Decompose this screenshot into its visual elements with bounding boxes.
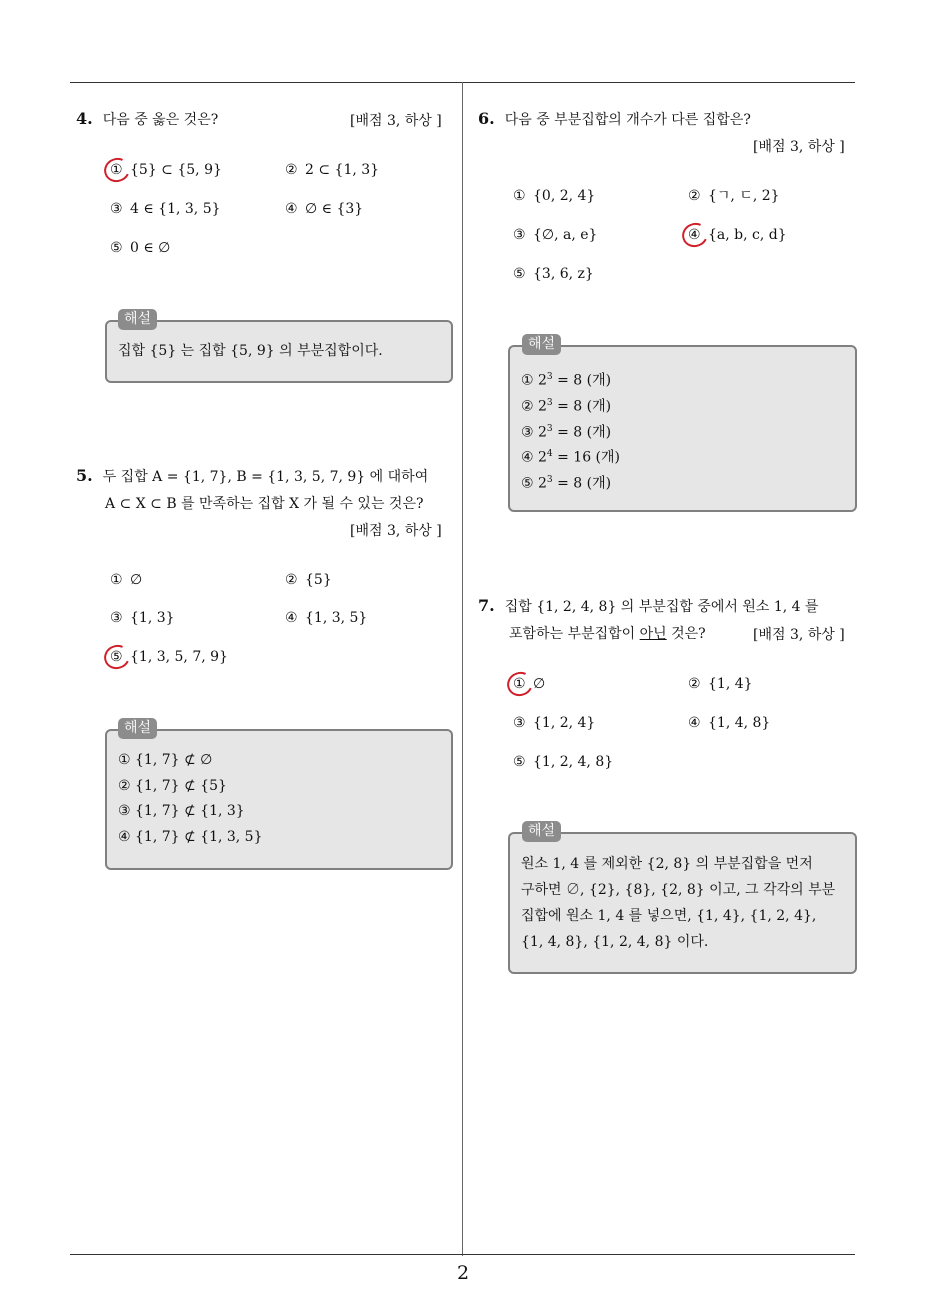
solution-exponent: 3 (546, 372, 553, 382)
solution-line: {1, 4, 8}, {1, 2, 4, 8} 이다. (521, 934, 709, 950)
question-6-stem (478, 105, 751, 134)
choice-marker: ② (285, 572, 298, 588)
solution-line (521, 419, 611, 443)
question-number: 5. (76, 466, 93, 485)
question-text: 다음 중 부분집합의 개수가 다른 집합은? (504, 112, 751, 128)
choice-2[interactable] (688, 186, 780, 206)
choice-marker: ④ (285, 610, 298, 626)
choice-text: ∅ (533, 676, 546, 692)
choice-marker: ④ (688, 715, 701, 731)
choice-marker: ⑤ (513, 754, 526, 770)
solution-base: ⑤ 2 (521, 475, 547, 492)
solution-line (521, 444, 620, 468)
solution-exponent: 3 (546, 475, 553, 485)
choice-text: {1, 3} (130, 610, 175, 626)
choice-text: {1, 2, 4, 8} (533, 754, 614, 770)
choice-marker: ③ (513, 715, 526, 731)
choice-marker: ④ (688, 227, 701, 243)
question-6 (478, 105, 751, 134)
choice-text: 2 ⊂ {1, 3} (305, 162, 380, 178)
question-number: 4. (76, 109, 93, 128)
solution-result: = 8 (개) (552, 372, 612, 389)
choice-marker: ② (285, 162, 298, 178)
choice-marker: ② (688, 188, 701, 204)
choice-1[interactable] (110, 160, 222, 180)
question-6-score: [배점 3, 하상 ] (753, 139, 845, 155)
solution-tag: 해설 (522, 334, 561, 355)
choice-marker: ③ (513, 227, 526, 243)
question-5 (76, 462, 428, 518)
question-4 (76, 105, 218, 134)
solution-line: ③ {1, 7} ⊄ {1, 3} (118, 803, 245, 819)
choice-marker: ① (513, 676, 526, 692)
solution-line: ② {1, 7} ⊄ {5} (118, 778, 227, 794)
page-number: 2 (456, 1262, 470, 1284)
choice-2[interactable] (285, 160, 379, 180)
choice-text: {1, 4, 8} (708, 715, 771, 731)
question-5-stem-cont: A ⊂ X ⊂ B 를 만족하는 집합 X 가 될 수 있는 것은? (105, 496, 424, 512)
choice-1[interactable] (110, 570, 142, 590)
solution-line: 집합에 원소 1, 4 를 넣으면, {1, 4}, {1, 2, 4}, (521, 908, 817, 924)
solution-line: ① {1, 7} ⊄ ∅ (118, 752, 213, 768)
question-4-stem (76, 105, 218, 134)
question-number: 6. (478, 109, 495, 128)
solution-exponent: 3 (546, 424, 553, 434)
choice-text: {1, 3, 5} (305, 610, 368, 626)
solution-exponent: 4 (546, 449, 553, 459)
solution-tag: 해설 (118, 309, 157, 330)
solution-line (521, 393, 611, 417)
choice-marker: ④ (285, 201, 298, 217)
choice-text: {1, 4} (708, 676, 753, 692)
choice-text: ∅ ∈ {3} (305, 201, 364, 217)
choice-3[interactable] (513, 225, 597, 245)
solution-line (521, 470, 611, 494)
choice-text: {∅, a, e} (533, 227, 598, 243)
choice-marker: ① (110, 572, 123, 588)
question-4-score: [배점 3, 하상 ] (350, 113, 442, 129)
choice-5[interactable] (110, 647, 228, 667)
emphasis-text: 아닌 (639, 626, 667, 642)
question-number: 7. (478, 596, 495, 615)
choice-3[interactable] (513, 713, 595, 733)
choice-text: {5} (305, 572, 332, 588)
choice-4[interactable] (688, 713, 770, 733)
solution-base: ② 2 (521, 398, 547, 415)
choice-4[interactable] (285, 199, 363, 219)
solution-result: = 8 (개) (552, 398, 612, 415)
choice-text: {1, 2, 4} (533, 715, 596, 731)
choice-marker: ③ (110, 201, 123, 217)
column-divider (462, 82, 463, 1256)
question-text: 것은? (666, 626, 706, 642)
choice-text: 0 ∈ ∅ (130, 240, 171, 256)
question-7-score: [배점 3, 하상 ] (753, 627, 845, 643)
choice-marker: ⑤ (513, 266, 526, 282)
question-7-stem (478, 592, 819, 621)
choice-text: {1, 3, 5, 7, 9} (130, 649, 228, 665)
bottom-rule (70, 1254, 855, 1255)
choice-text: {0, 2, 4} (533, 188, 596, 204)
choice-2[interactable] (688, 674, 753, 694)
question-text: 집합 {1, 2, 4, 8} 의 부분집합 중에서 원소 1, 4 를 (504, 599, 819, 615)
choice-marker: ⑤ (110, 240, 123, 256)
solution-line: 원소 1, 4 를 제외한 {2, 8} 의 부분집합을 먼저 (521, 856, 813, 872)
question-text: 포함하는 부분집합이 (509, 626, 640, 642)
solution-base: ③ 2 (521, 424, 547, 441)
choice-2[interactable] (285, 570, 332, 590)
question-5-stem (76, 462, 428, 491)
choice-marker: ① (513, 188, 526, 204)
question-text: 다음 중 옳은 것은? (102, 112, 219, 128)
choice-3[interactable] (110, 608, 175, 628)
solution-result: = 8 (개) (552, 424, 612, 441)
question-text: 두 집합 A = {1, 7}, B = {1, 3, 5, 7, 9} 에 대하여 (102, 469, 429, 485)
choice-marker: ⑤ (110, 649, 123, 665)
solution-line: ④ {1, 7} ⊄ {1, 3, 5} (118, 829, 263, 845)
solution-line: 집합 {5} 는 집합 {5, 9} 의 부분집합이다. (118, 343, 383, 359)
solution-result: = 16 (개) (552, 449, 620, 466)
question-5-score: [배점 3, 하상 ] (350, 523, 442, 539)
solution-base: ① 2 (521, 372, 547, 389)
solution-line (521, 367, 611, 391)
solution-base: ④ 2 (521, 449, 547, 466)
choice-text: 4 ∈ {1, 3, 5} (130, 201, 221, 217)
solution-line: 구하면 ∅, {2}, {8}, {2, 8} 이고, 그 각각의 부분 (521, 882, 836, 898)
choice-4[interactable] (285, 608, 367, 628)
choice-text: {3, 6, z} (533, 266, 594, 282)
choice-1[interactable] (513, 186, 595, 206)
choice-5[interactable] (513, 264, 594, 284)
choice-text: ∅ (130, 572, 143, 588)
choice-5[interactable] (110, 238, 170, 258)
choice-text: {ㄱ, ㄷ, 2} (708, 188, 780, 204)
choice-3[interactable] (110, 199, 221, 219)
choice-text: {5} ⊂ {5, 9} (130, 162, 222, 178)
choice-5[interactable] (513, 752, 613, 772)
choice-marker: ① (110, 162, 123, 178)
choice-marker: ② (688, 676, 701, 692)
choice-marker: ③ (110, 610, 123, 626)
solution-tag: 해설 (118, 718, 157, 739)
choice-4[interactable] (688, 225, 787, 245)
choice-1[interactable] (513, 674, 545, 694)
solution-tag: 해설 (522, 821, 561, 842)
solution-result: = 8 (개) (552, 475, 612, 492)
choice-text: {a, b, c, d} (708, 227, 787, 243)
solution-exponent: 3 (546, 398, 553, 408)
